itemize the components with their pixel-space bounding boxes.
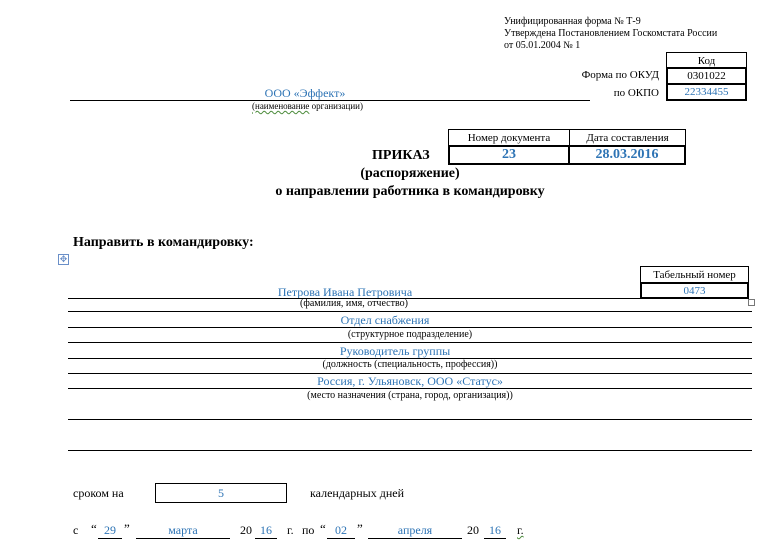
employee-department: Отдел снабжения bbox=[340, 313, 430, 327]
organization-caption: (наименование организации) bbox=[252, 101, 363, 111]
from-day-open-quote: “ bbox=[91, 521, 97, 536]
employee-fio: Петрова Ивана Петровича bbox=[277, 285, 413, 299]
form-date-line: от 05.01.2004 № 1 bbox=[504, 40, 581, 51]
fio-caption: (фамилия, имя, отчество) bbox=[300, 298, 408, 309]
term-suffix: календарных дней bbox=[310, 486, 405, 500]
blank-line-2 bbox=[68, 450, 752, 451]
to-day-close-quote: ” bbox=[357, 521, 363, 536]
doc-date-header-cell bbox=[569, 129, 686, 146]
okpo-label: по ОКПО bbox=[613, 87, 659, 99]
term-days-cell bbox=[155, 483, 287, 503]
okud-value: 0301022 bbox=[687, 70, 726, 82]
destination-caption: (место назначения (страна, город, организация)) bbox=[307, 390, 513, 401]
okpo-value: 22334455 bbox=[684, 86, 729, 98]
from-month: марта bbox=[136, 523, 230, 539]
to-year-suffix: г. bbox=[517, 523, 524, 537]
from-year-suffix: г. bbox=[287, 523, 294, 537]
doc-date-value: 28.03.2016 bbox=[595, 147, 659, 162]
date-to-label: по bbox=[302, 523, 315, 537]
form-name-line: Унифицированная форма № Т-9 bbox=[504, 16, 641, 27]
tab-number-header-cell bbox=[640, 266, 749, 283]
doc-date-header: Дата составления bbox=[586, 131, 669, 144]
to-year: 16 bbox=[484, 523, 506, 539]
send-label: Направить в командировку: bbox=[73, 235, 254, 250]
form-approved-line: Утверждена Постановлением Госкомстата России bbox=[504, 28, 718, 39]
from-year-prefix: 20 bbox=[240, 523, 252, 537]
term-prefix: сроком на bbox=[73, 486, 124, 500]
doc-date-cell bbox=[568, 145, 686, 165]
from-day-close-quote: ” bbox=[124, 521, 130, 536]
order-purpose: о направлении работника в командировку bbox=[275, 184, 545, 199]
blank-line-1 bbox=[68, 419, 752, 420]
department-row-bottom bbox=[68, 342, 752, 343]
doc-number-cell bbox=[448, 145, 570, 165]
date-from-label: с bbox=[73, 523, 79, 537]
to-month: апреля bbox=[368, 523, 462, 539]
to-day: 02 bbox=[327, 523, 355, 539]
okud-cell bbox=[666, 67, 747, 84]
term-days-value: 5 bbox=[218, 485, 224, 500]
employee-destination: Россия, г. Ульяновск, ООО «Статус» bbox=[317, 374, 503, 388]
order-title: ПРИКАЗ bbox=[372, 148, 430, 163]
from-year: 16 bbox=[255, 523, 277, 539]
order-subtitle: (распоряжение) bbox=[360, 166, 460, 181]
doc-number-header: Номер документа bbox=[467, 131, 551, 144]
position-caption: (должность (специальность, профессия)) bbox=[322, 359, 498, 370]
table-resize-handle[interactable] bbox=[748, 299, 755, 306]
employee-position: Руководитель группы bbox=[339, 344, 451, 358]
code-header: Код bbox=[697, 54, 716, 67]
doc-number-value: 23 bbox=[502, 147, 516, 162]
from-day: 29 bbox=[98, 523, 122, 539]
code-header-cell bbox=[666, 52, 747, 68]
tab-number-header: Табельный номер bbox=[653, 268, 736, 281]
tab-number-value: 0473 bbox=[683, 284, 706, 297]
department-line bbox=[68, 327, 752, 328]
destination-line bbox=[68, 388, 752, 389]
table-move-handle-icon[interactable]: ✥ bbox=[59, 254, 68, 264]
fio-row-bottom bbox=[68, 311, 752, 312]
okud-label: Форма по ОКУД bbox=[581, 69, 659, 81]
okpo-cell bbox=[666, 84, 747, 101]
organization-name: ООО «Эффект» bbox=[264, 86, 346, 100]
department-caption: (структурное подразделение) bbox=[347, 329, 473, 340]
doc-number-header-cell bbox=[448, 129, 570, 146]
to-year-prefix: 20 bbox=[467, 523, 479, 537]
to-day-open-quote: “ bbox=[320, 521, 326, 536]
tab-number-cell bbox=[640, 282, 749, 299]
